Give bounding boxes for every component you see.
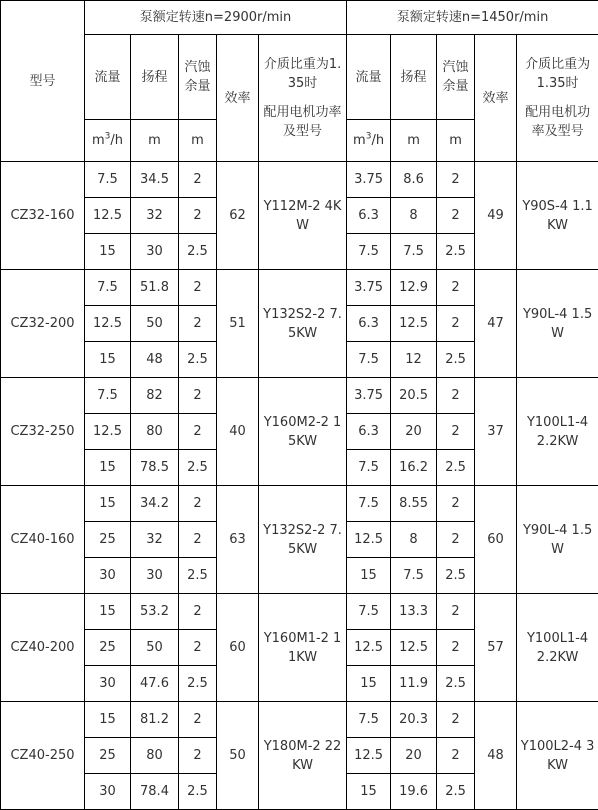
cell-npsh-1450: 2.5 — [437, 666, 475, 702]
cell-flow-2900: 15 — [85, 486, 131, 522]
cell-head-1450: 8 — [391, 522, 437, 558]
cell-head-1450: 12.9 — [391, 270, 437, 306]
cell-flow-2900: 15 — [85, 450, 131, 486]
cell-flow-2900: 7.5 — [85, 162, 131, 198]
cell-motor-1450: Y100L2-4 3KW — [517, 702, 598, 810]
cell-head-2900: 80 — [131, 738, 179, 774]
header-efficiency-right: 效率 — [475, 35, 517, 162]
cell-head-1450: 8.6 — [391, 162, 437, 198]
cell-npsh-1450: 2.5 — [437, 558, 475, 594]
cell-motor-1450: Y100L1-4 2.2KW — [517, 378, 598, 486]
cell-motor-2900: Y160M2-2 15KW — [259, 378, 347, 486]
cell-head-2900: 48 — [131, 342, 179, 378]
table-row — [1, 162, 598, 198]
cell-head-1450: 11.9 — [391, 666, 437, 702]
cell-flow-1450: 7.5 — [347, 594, 391, 630]
header-flow-right: 流量 — [347, 35, 391, 120]
table-row — [1, 270, 598, 306]
cell-flow-1450: 6.3 — [347, 306, 391, 342]
cell-npsh-2900: 2.5 — [179, 774, 217, 810]
header-motor-condition-right: 介质比重为1.35时 — [525, 57, 591, 91]
cell-npsh-2900: 2 — [179, 378, 217, 414]
cell-motor-2900: Y132S2-2 7.5KW — [259, 270, 347, 378]
cell-motor-1450: Y90S-4 1.1KW — [517, 162, 598, 270]
cell-npsh-2900: 2 — [179, 702, 217, 738]
cell-flow-1450: 3.75 — [347, 378, 391, 414]
cell-npsh-1450: 2 — [437, 414, 475, 450]
header-motor — [259, 35, 347, 162]
cell-flow-1450: 6.3 — [347, 198, 391, 234]
cell-head-1450: 20 — [391, 414, 437, 450]
cell-head-1450: 8.55 — [391, 486, 437, 522]
header-speed-2900: 泵额定转速n=2900r/min — [85, 1, 347, 35]
cell-head-1450: 12.5 — [391, 306, 437, 342]
cell-flow-1450: 12.5 — [347, 738, 391, 774]
cell-flow-2900: 30 — [85, 774, 131, 810]
cell-npsh-2900: 2 — [179, 738, 217, 774]
cell-flow-1450: 7.5 — [347, 702, 391, 738]
cell-motor-1450: Y100L1-4 2.2KW — [517, 594, 598, 702]
cell-efficiency-2900: 51 — [217, 270, 259, 378]
cell-flow-2900: 7.5 — [85, 270, 131, 306]
cell-head-2900: 51.8 — [131, 270, 179, 306]
cell-efficiency-1450: 49 — [475, 162, 517, 270]
cell-head-2900: 50 — [131, 630, 179, 666]
cell-flow-1450: 12.5 — [347, 522, 391, 558]
cell-flow-2900: 12.5 — [85, 414, 131, 450]
unit-flow: $m^3/h$ — [85, 120, 131, 162]
cell-npsh-2900: 2 — [179, 594, 217, 630]
cell-npsh-1450: 2 — [437, 270, 475, 306]
cell-efficiency-1450: 57 — [475, 594, 517, 702]
cell-head-2900: 82 — [131, 378, 179, 414]
cell-motor-1450: Y90L-4 1.5W — [517, 486, 598, 594]
cell-npsh-1450: 2.5 — [437, 774, 475, 810]
cell-flow-2900: 7.5 — [85, 378, 131, 414]
cell-model: CZ32-250 — [1, 378, 85, 486]
table-row — [1, 594, 598, 630]
cell-flow-2900: 12.5 — [85, 306, 131, 342]
header-npsh-right: 汽蚀余量 — [437, 35, 475, 120]
cell-model: CZ40-200 — [1, 594, 85, 702]
cell-head-2900: 34.2 — [131, 486, 179, 522]
cell-head-1450: 12 — [391, 342, 437, 378]
cell-npsh-2900: 2 — [179, 414, 217, 450]
cell-npsh-1450: 2 — [437, 630, 475, 666]
cell-efficiency-2900: 40 — [217, 378, 259, 486]
header-head: 扬程 — [131, 35, 179, 120]
cell-flow-1450: 15 — [347, 666, 391, 702]
cell-npsh-1450: 2 — [437, 738, 475, 774]
cell-flow-1450: 7.5 — [347, 234, 391, 270]
cell-npsh-1450: 2.5 — [437, 342, 475, 378]
cell-npsh-2900: 2.5 — [179, 666, 217, 702]
cell-head-2900: 32 — [131, 198, 179, 234]
cell-efficiency-2900: 60 — [217, 594, 259, 702]
cell-head-1450: 20 — [391, 738, 437, 774]
cell-flow-2900: 25 — [85, 738, 131, 774]
cell-flow-2900: 30 — [85, 558, 131, 594]
cell-npsh-2900: 2 — [179, 270, 217, 306]
header-motor-label-right: 配用电机功率及型号 — [525, 105, 591, 139]
cell-npsh-2900: 2.5 — [179, 558, 217, 594]
header-row-columns — [1, 35, 598, 120]
cell-model: CZ40-160 — [1, 486, 85, 594]
cell-flow-1450: 3.75 — [347, 270, 391, 306]
cell-npsh-1450: 2 — [437, 198, 475, 234]
cell-head-2900: 30 — [131, 234, 179, 270]
cell-head-1450: 8 — [391, 198, 437, 234]
cell-flow-2900: 30 — [85, 666, 131, 702]
table-row — [1, 378, 598, 414]
cell-flow-1450: 15 — [347, 558, 391, 594]
unit-head-right: m — [391, 120, 437, 162]
header-motor-label: 配用电机功率及型号 — [263, 105, 342, 139]
cell-head-1450: 7.5 — [391, 558, 437, 594]
cell-head-1450: 20.5 — [391, 378, 437, 414]
cell-head-2900: 50 — [131, 306, 179, 342]
cell-flow-1450: 6.3 — [347, 414, 391, 450]
unit-npsh: m — [179, 120, 217, 162]
cell-flow-2900: 25 — [85, 522, 131, 558]
cell-flow-2900: 15 — [85, 234, 131, 270]
cell-npsh-2900: 2.5 — [179, 234, 217, 270]
table-row — [1, 702, 598, 738]
unit-flow-right: $m^3/h$ — [347, 120, 391, 162]
cell-head-2900: 78.5 — [131, 450, 179, 486]
cell-efficiency-1450: 60 — [475, 486, 517, 594]
cell-head-2900: 34.5 — [131, 162, 179, 198]
header-speed-1450: 泵额定转速n=1450r/min — [347, 1, 598, 35]
cell-efficiency-1450: 37 — [475, 378, 517, 486]
cell-npsh-2900: 2 — [179, 306, 217, 342]
cell-npsh-2900: 2 — [179, 162, 217, 198]
cell-head-1450: 13.3 — [391, 594, 437, 630]
cell-motor-1450: Y90L-4 1.5W — [517, 270, 598, 378]
cell-npsh-1450: 2 — [437, 486, 475, 522]
cell-npsh-2900: 2.5 — [179, 342, 217, 378]
cell-npsh-1450: 2 — [437, 594, 475, 630]
header-efficiency: 效率 — [217, 35, 259, 162]
cell-efficiency-2900: 62 — [217, 162, 259, 270]
cell-npsh-2900: 2 — [179, 630, 217, 666]
cell-flow-1450: 3.75 — [347, 162, 391, 198]
cell-head-1450: 16.2 — [391, 450, 437, 486]
cell-efficiency-2900: 63 — [217, 486, 259, 594]
header-model: 型号 — [1, 1, 85, 162]
cell-efficiency-1450: 48 — [475, 702, 517, 810]
header-motor-right — [517, 35, 598, 162]
header-flow: 流量 — [85, 35, 131, 120]
cell-flow-2900: 15 — [85, 702, 131, 738]
cell-npsh-2900: 2 — [179, 198, 217, 234]
cell-motor-2900: Y112M-2 4KW — [259, 162, 347, 270]
cell-motor-2900: Y180M-2 22KW — [259, 702, 347, 810]
cell-head-1450: 19.6 — [391, 774, 437, 810]
cell-npsh-1450: 2 — [437, 306, 475, 342]
cell-head-1450: 12.5 — [391, 630, 437, 666]
cell-model: CZ40-250 — [1, 702, 85, 810]
cell-efficiency-2900: 50 — [217, 702, 259, 810]
cell-npsh-1450: 2 — [437, 378, 475, 414]
unit-npsh-right: m — [437, 120, 475, 162]
cell-npsh-2900: 2 — [179, 522, 217, 558]
cell-flow-1450: 7.5 — [347, 450, 391, 486]
cell-model: CZ32-200 — [1, 270, 85, 378]
cell-npsh-1450: 2.5 — [437, 234, 475, 270]
cell-flow-1450: 15 — [347, 774, 391, 810]
cell-head-2900: 53.2 — [131, 594, 179, 630]
cell-npsh-2900: 2.5 — [179, 450, 217, 486]
cell-flow-1450: 7.5 — [347, 486, 391, 522]
cell-head-2900: 78.4 — [131, 774, 179, 810]
cell-npsh-1450: 2 — [437, 702, 475, 738]
cell-flow-2900: 25 — [85, 630, 131, 666]
cell-flow-2900: 12.5 — [85, 198, 131, 234]
cell-flow-1450: 7.5 — [347, 342, 391, 378]
cell-flow-1450: 12.5 — [347, 630, 391, 666]
cell-npsh-1450: 2 — [437, 162, 475, 198]
cell-motor-2900: Y160M1-2 11KW — [259, 594, 347, 702]
cell-head-2900: 32 — [131, 522, 179, 558]
cell-npsh-2900: 2 — [179, 486, 217, 522]
cell-npsh-1450: 2.5 — [437, 450, 475, 486]
cell-head-2900: 30 — [131, 558, 179, 594]
table-body — [1, 1, 598, 810]
cell-motor-2900: Y132S2-2 7.5KW — [259, 486, 347, 594]
cell-head-2900: 80 — [131, 414, 179, 450]
cell-head-1450: 7.5 — [391, 234, 437, 270]
header-motor-condition: 介质比重为1.35时 — [263, 57, 342, 91]
cell-head-2900: 81.2 — [131, 702, 179, 738]
cell-flow-2900: 15 — [85, 342, 131, 378]
header-head-right: 扬程 — [391, 35, 437, 120]
cell-head-2900: 47.6 — [131, 666, 179, 702]
cell-head-1450: 20.3 — [391, 702, 437, 738]
cell-model: CZ32-160 — [1, 162, 85, 270]
table-row — [1, 486, 598, 522]
cell-flow-2900: 15 — [85, 594, 131, 630]
header-npsh: 汽蚀余量 — [179, 35, 217, 120]
cell-npsh-1450: 2 — [437, 522, 475, 558]
cell-efficiency-1450: 47 — [475, 270, 517, 378]
unit-head: m — [131, 120, 179, 162]
header-row-speed — [1, 1, 598, 35]
